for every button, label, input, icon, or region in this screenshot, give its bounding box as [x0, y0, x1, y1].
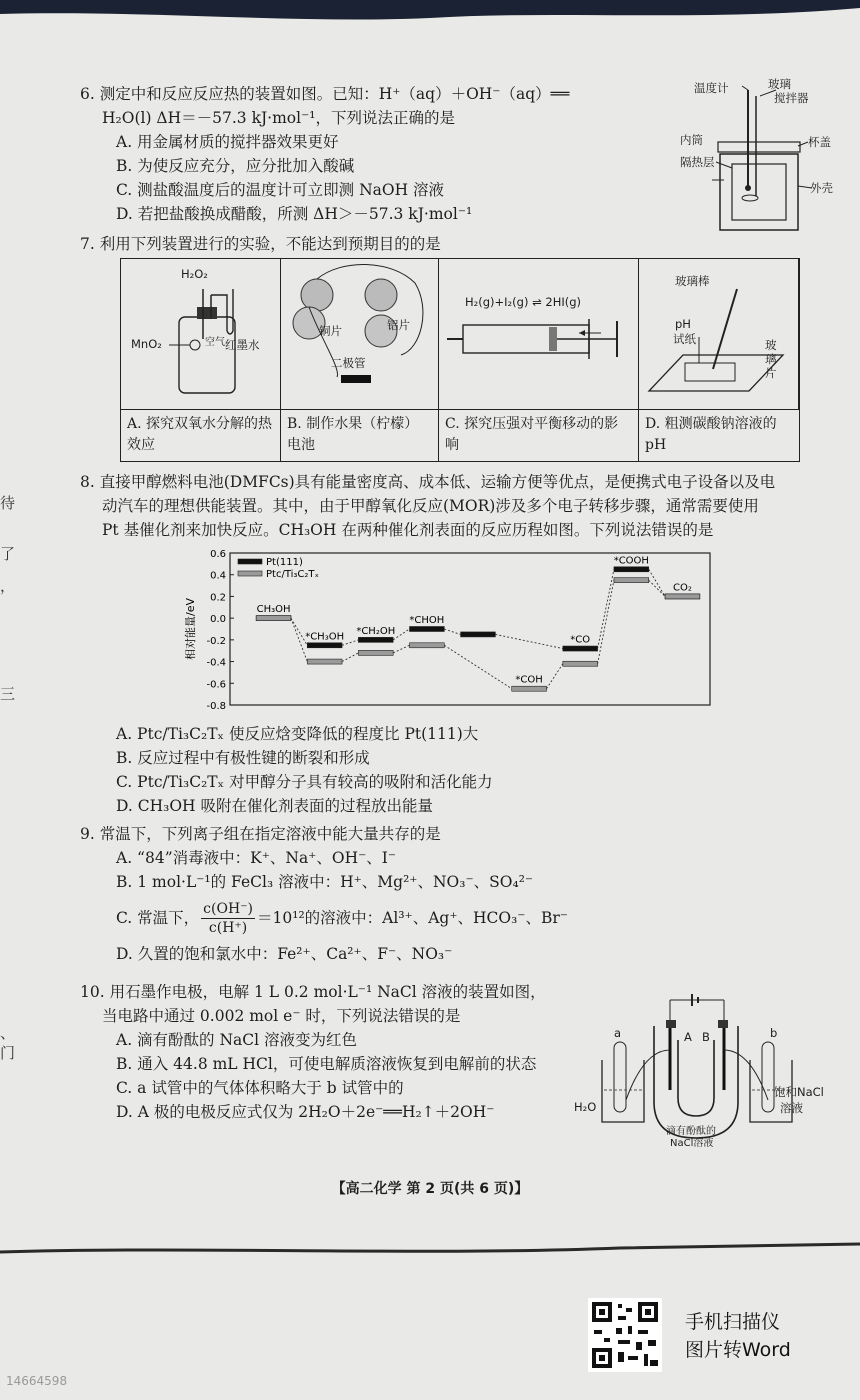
- label-glass-slide: 玻: [765, 338, 777, 352]
- label-thermometer: 温度计: [694, 81, 729, 95]
- energy-level: [358, 637, 393, 642]
- label-mno2: MnO₂: [131, 337, 162, 351]
- label-glass: 玻璃: [768, 77, 791, 91]
- q9-fraction: [201, 900, 255, 937]
- connector-line: [598, 569, 614, 648]
- scanner-brand: [685, 1308, 791, 1364]
- q9-option-a: A. “84”消毒液中：K⁺、Na⁺、OH⁻、I⁻: [116, 849, 397, 867]
- q10-option-d: D. A 极的电极反应式仅为 2H₂O＋2e⁻══H₂↑＋2OH⁻: [116, 1103, 495, 1121]
- energy-level: [614, 578, 649, 583]
- energy-level: [665, 594, 700, 599]
- connector-line: [598, 580, 614, 664]
- q9-option-c-rest: ＝10¹²的溶液中：Al³⁺、Ag⁺、HCO₃⁻、Br⁻: [257, 909, 568, 927]
- q10-stem-line1: 10. 用石墨作电极，电解 1 L 0.2 mol·L⁻¹ NaCl 溶液的装置如图，: [80, 983, 546, 1001]
- connector-line: [546, 664, 562, 689]
- q8-stem-line3: Pt 基催化剂来加快反应。CH₃OH 在两种催化剂表面的反应历程如图。下列说法错误的是: [102, 521, 714, 539]
- legend-swatch: [238, 571, 262, 576]
- label-red-ink: 红墨水: [225, 338, 260, 352]
- page-bottom-edge: [0, 1240, 860, 1270]
- label-aluminum: 铝片: [387, 318, 410, 332]
- connector-line: [444, 629, 460, 634]
- margin-fragment: 了: [0, 545, 16, 563]
- energy-profile-chart: [180, 545, 720, 717]
- legend-entry: Ptc/Ti₃C₂Tₓ: [266, 569, 319, 580]
- energy-level: [563, 661, 598, 666]
- q6-option-a: A. 用金属材质的搅拌器效果更好: [116, 133, 339, 151]
- q6-stem-line1: 6. 测定中和反应反应热的装置如图。已知：H⁺（aq）＋OH⁻（aq）══: [80, 85, 570, 103]
- q7-apparatus-table: [120, 258, 800, 462]
- watermark-id: 14664598: [6, 1374, 68, 1388]
- label-stirrer: 搅拌器: [774, 91, 809, 105]
- q7-figure-d: [639, 259, 799, 409]
- energy-level: [410, 627, 445, 632]
- q7-caption-b: B. 制作水果（柠檬）电池: [281, 409, 439, 461]
- q8-stem-line2: 动汽车的理想供能装置。其中，由于甲醇氧化反应(MOR)涉及多个电子转移步骤，通常需要使用: [102, 497, 759, 515]
- y-tick-label: -0.8: [206, 701, 226, 712]
- label-saturated-nacl: 饱和NaCl: [774, 1085, 824, 1099]
- question-7-stem: 7. 利用下列装置进行的实验，不能达到预期目的的是: [80, 235, 441, 253]
- question-10: [80, 980, 600, 1124]
- connector-line: [444, 645, 511, 688]
- y-tick-label: 0.2: [210, 592, 226, 604]
- label-air: 空气: [205, 337, 225, 348]
- y-axis-label: 相对能量/eV: [184, 598, 197, 660]
- scan-edge-top: [0, 0, 860, 30]
- y-tick-label: 0.6: [210, 549, 226, 560]
- state-label: *COOH: [613, 555, 649, 567]
- label-solution: 溶液: [780, 1101, 803, 1115]
- label-water: H₂O: [574, 1100, 597, 1114]
- state-label: *COH: [515, 674, 543, 686]
- energy-level: [614, 567, 649, 572]
- connector-line: [342, 640, 358, 645]
- label-glass-slide: 片: [765, 366, 777, 380]
- label-test-paper: 试纸: [673, 332, 696, 346]
- q9-option-b: B. 1 mol·L⁻¹的 FeCl₃ 溶液中：H⁺、Mg²⁺、NO₃⁻、SO₄²⁻: [116, 873, 534, 891]
- y-tick-label: 0.4: [210, 570, 226, 582]
- q8-stem-line1: 8. 直接甲醇燃料电池(DMFCs)具有能量密度高、成本低、运输方便等优点，是便携式电子设备以及电: [80, 473, 776, 491]
- connector-line: [649, 580, 665, 596]
- margin-fragment: ，: [0, 577, 16, 595]
- margin-fragment: 、: [0, 1024, 16, 1042]
- q7-caption-c: C. 探究压强对平衡移动的影响: [439, 409, 639, 461]
- q9-option-c-prefix: C. 常温下，: [116, 909, 200, 927]
- state-label: *CO: [570, 634, 591, 646]
- q10-stem-line2: 当电路中通过 0.002 mol e⁻ 时，下列说法错误的是: [102, 1007, 461, 1025]
- y-tick-label: -0.6: [206, 679, 226, 691]
- q9-stem: 9. 常温下，下列离子组在指定溶液中能大量共存的是: [80, 825, 441, 843]
- energy-level: [307, 643, 342, 648]
- energy-level: [563, 646, 598, 651]
- brand-line2: 图片转Word: [685, 1339, 791, 1361]
- connector-line: [393, 629, 409, 640]
- q8-option-b: B. 反应过程中有极性键的断裂和形成: [116, 749, 370, 767]
- q7-caption-d: D. 粗测碳酸钠溶液的 pH: [639, 409, 799, 461]
- qr-code-icon[interactable]: [588, 1298, 662, 1372]
- connector-line: [342, 653, 358, 662]
- state-label: *CHOH: [409, 615, 445, 626]
- q9-fraction-denominator: c(H⁺): [208, 919, 248, 936]
- label-lid: 杯盖: [808, 135, 831, 149]
- label-insulation: 隔热层: [680, 155, 715, 169]
- margin-fragment: 待: [0, 494, 16, 512]
- brand-line1: 手机扫描仪: [685, 1311, 781, 1333]
- y-tick-label: -0.2: [206, 635, 226, 647]
- q6-option-c: C. 测盐酸温度后的温度计可立即测 NaOH 溶液: [116, 181, 445, 199]
- q10-option-a: A. 滴有酚酞的 NaCl 溶液变为红色: [116, 1031, 358, 1049]
- energy-level: [410, 643, 445, 648]
- label-copper: 铜片: [319, 324, 342, 338]
- q8-option-a: A. Ptc/Ti₃C₂Tₓ 使反应焓变降低的程度比 Pt(111)大: [116, 725, 479, 743]
- label-nacl-solution: NaCl溶液: [670, 1138, 714, 1149]
- label-electrode-a: A: [684, 1030, 692, 1044]
- energy-level: [512, 686, 547, 691]
- energy-level: [256, 616, 291, 621]
- label-glass-rod: 玻璃棒: [675, 274, 710, 288]
- q9-option-d: D. 久置的饱和氯水中：Fe²⁺、Ca²⁺、F⁻、NO₃⁻: [116, 945, 453, 963]
- connector-line: [649, 569, 665, 596]
- label-tube-a: a: [614, 1026, 622, 1040]
- question-8-options: [80, 722, 820, 818]
- page-footer: 【高二化学 第 2 页(共 6 页)】: [331, 1181, 529, 1197]
- q6-stem-line2: H₂O(l) ΔH＝－57.3 kJ·mol⁻¹，下列说法正确的是: [102, 109, 455, 127]
- y-tick-label: -0.4: [206, 657, 226, 669]
- label-outer-shell: 外壳: [810, 181, 833, 195]
- q8-option-d: D. CH₃OH 吸附在催化剂表面的过程放出能量: [116, 797, 433, 815]
- label-inner-cup: 内筒: [680, 133, 703, 147]
- label-phenolphthalein: 滴有酚酞的: [666, 1126, 716, 1137]
- q9-option-c: [80, 894, 820, 942]
- label-tube-b: b: [770, 1026, 778, 1040]
- legend-entry: Pt(111): [266, 557, 303, 568]
- q10-option-c: C. a 试管中的气体体积略大于 b 试管中的: [116, 1079, 404, 1097]
- q6-option-d: D. 若把盐酸换成醋酸，所测 ΔH＞－57.3 kJ·mol⁻¹: [116, 205, 473, 223]
- q7-figure-c: [439, 259, 639, 409]
- q7-caption-a: A. 探究双氧水分解的热效应: [121, 409, 281, 461]
- q8-option-c: C. Ptc/Ti₃C₂Tₓ 对甲醇分子具有较高的吸附和活化能力: [116, 773, 493, 791]
- energy-level: [358, 650, 393, 655]
- q9-fraction-numerator: c(OH⁻): [203, 900, 254, 917]
- q7-figure-b: [281, 259, 439, 409]
- label-electrode-b: B: [702, 1030, 710, 1044]
- label-diode: 二极管: [331, 356, 366, 370]
- connector-line: [495, 634, 562, 648]
- legend-swatch: [238, 559, 262, 564]
- question-9: [80, 822, 820, 966]
- energy-level: [307, 659, 342, 664]
- connector-line: [393, 645, 409, 653]
- q10-option-b: B. 通入 44.8 mL HCl，可使电解质溶液恢复到电解前的状态: [116, 1055, 537, 1073]
- state-label: *CH₂OH: [356, 625, 396, 637]
- label-ph: pH: [675, 317, 691, 331]
- q6-option-b: B. 为使反应充分，应分批加入酸碱: [116, 157, 355, 175]
- margin-fragment: 门: [0, 1044, 16, 1062]
- energy-level: [461, 632, 496, 637]
- q7-figure-a: [121, 259, 281, 409]
- state-label: CH₃OH: [256, 604, 291, 616]
- margin-fragment: 三: [0, 685, 16, 703]
- state-label: CO₂: [673, 582, 692, 594]
- label-equilibrium: H₂(g)+I₂(g) ⇌ 2HI(g): [465, 295, 582, 309]
- calorimeter-figure: [680, 76, 840, 236]
- label-glass-slide: 璃: [765, 352, 777, 366]
- state-label: *CH₃OH: [305, 631, 345, 643]
- y-tick-label: 0.0: [210, 614, 226, 626]
- question-8: [80, 470, 820, 542]
- electrolysis-figure: [574, 990, 834, 1149]
- label-h2o2: H₂O₂: [181, 267, 208, 281]
